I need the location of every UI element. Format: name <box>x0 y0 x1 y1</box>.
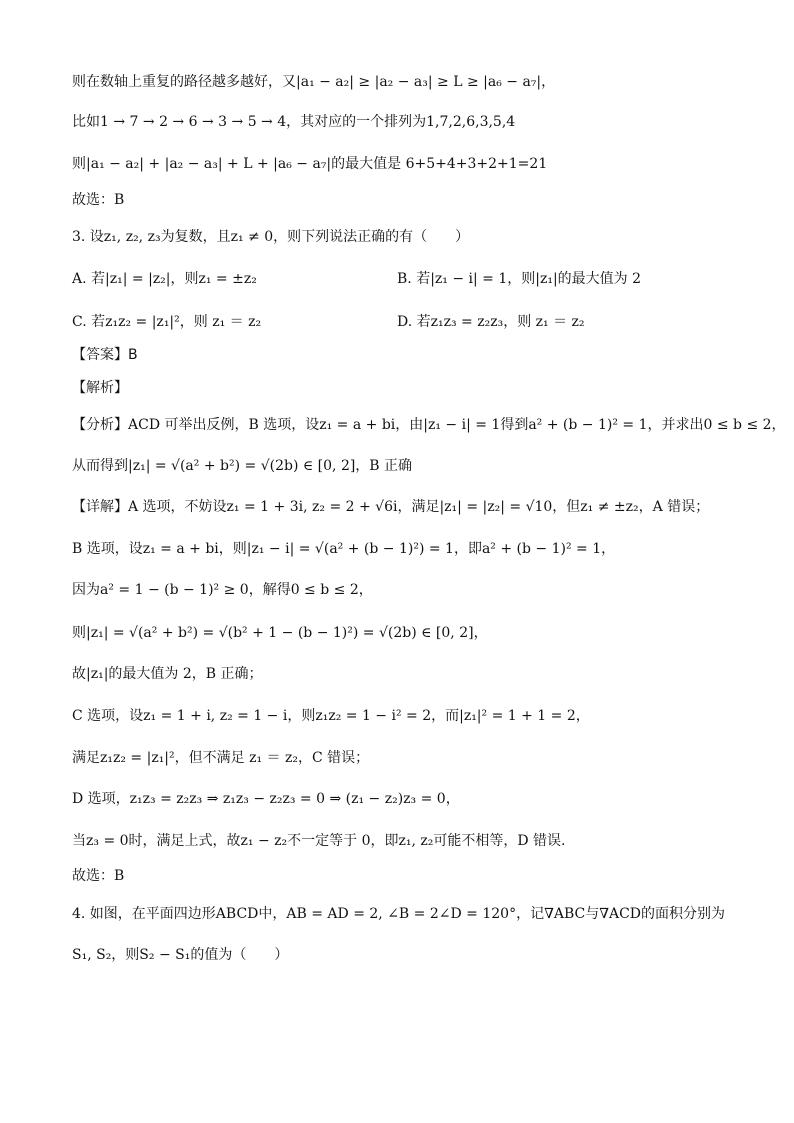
text-line: C 选项，设z₁ = 1 + i, z₂ = 1 − i，则z₁z₂ = 1 − i² = 2，而|z₁|² = 1 + 1 = 2， <box>72 708 590 724</box>
option-d: D. 若z₁z₃ = z₂z₃，则 z₁ ＝ z₂ <box>397 314 585 330</box>
option-b: B. 若|z₁ − i| = 1，则|z₁|的最大值为 2 <box>397 271 642 287</box>
text-line: 故|z₁|的最大值为 2，B 正确； <box>72 666 263 682</box>
text-line: 从而得到|z₁| = √(a² + b²) = √(2b) ∈ [0, 2]，B 正确 <box>72 458 413 474</box>
text-line: 【详解】A 选项，不妨设z₁ = 1 + 3i, z₂ = 2 + √6i，满足|z₁| = |z₂| = √10，但z₁ ≠ ±z₂，A 错误； <box>72 499 710 515</box>
text-line: 比如1 → 7 → 2 → 6 → 3 → 5 → 4，其对应的一个排列为1,7,2,6,3,5,4 <box>72 114 516 130</box>
text-line: 当z₃ = 0时，满足上式，故z₁ − z₂不一定等于 0，即z₁, z₂可能不相等，D 错误. <box>72 833 566 849</box>
analysis-heading: 【解析】 <box>72 380 128 396</box>
text-line: 【分析】ACD 可举出反例，B 选项，设z₁ = a + bi，由|z₁ − i| = 1得到a² + (b − 1)² = 1，并求出0 ≤ b ≤ 2， <box>72 417 786 433</box>
text-line: 满足z₁z₂ = |z₁|²，但不满足 z₁ ＝ z₂，C 错误； <box>72 750 370 766</box>
text-line: 则|a₁ − a₂| + |a₂ − a₃| + L + |a₆ − a₇|的最大值是 6+5+4+3+2+1=21 <box>72 156 548 172</box>
question-3-stem: 3. 设z₁, z₂, z₃为复数，且z₁ ≠ 0，则下列说法正确的有（ ） <box>72 229 470 245</box>
question-4-stem: 4. 如图，在平面四边形ABCD中，AB = AD = 2, ∠B = 2∠D = 120°，记∇ABC与∇ACD的面积分别为 <box>72 906 726 922</box>
answer-heading: 【答案】B <box>72 347 138 363</box>
text-line: 因为a² = 1 − (b − 1)² ≥ 0，解得0 ≤ b ≤ 2， <box>72 582 373 598</box>
option-c: C. 若z₁z₂ = |z₁|²，则 z₁ ＝ z₂ <box>72 314 262 330</box>
text-line: 则|z₁| = √(a² + b²) = √(b² + 1 − (b − 1)²) = √(2b) ∈ [0, 2]， <box>72 625 488 641</box>
text-line: D 选项，z₁z₃ = z₂z₃ ⇒ z₁z₃ − z₂z₃ = 0 ⇒ (z₁ − z₂)z₃ = 0， <box>72 791 460 807</box>
question-4-stem-cont: S₁, S₂，则S₂ − S₁的值为（ ） <box>72 947 289 963</box>
option-a: A. 若|z₁| = |z₂|，则z₁ = ±z₂ <box>72 271 257 287</box>
text-line: 故选：B <box>72 192 125 208</box>
text-line: B 选项，设z₁ = a + bi，则|z₁ − i| = √(a² + (b − 1)²) = 1，即a² + (b − 1)² = 1， <box>72 541 616 557</box>
text-line: 故选：B <box>72 868 125 884</box>
text-line: 则在数轴上重复的路径越多越好，又|a₁ − a₂| ≥ |a₂ − a₃| ≥ L ≥ |a₆ − a₇|， <box>72 74 556 90</box>
